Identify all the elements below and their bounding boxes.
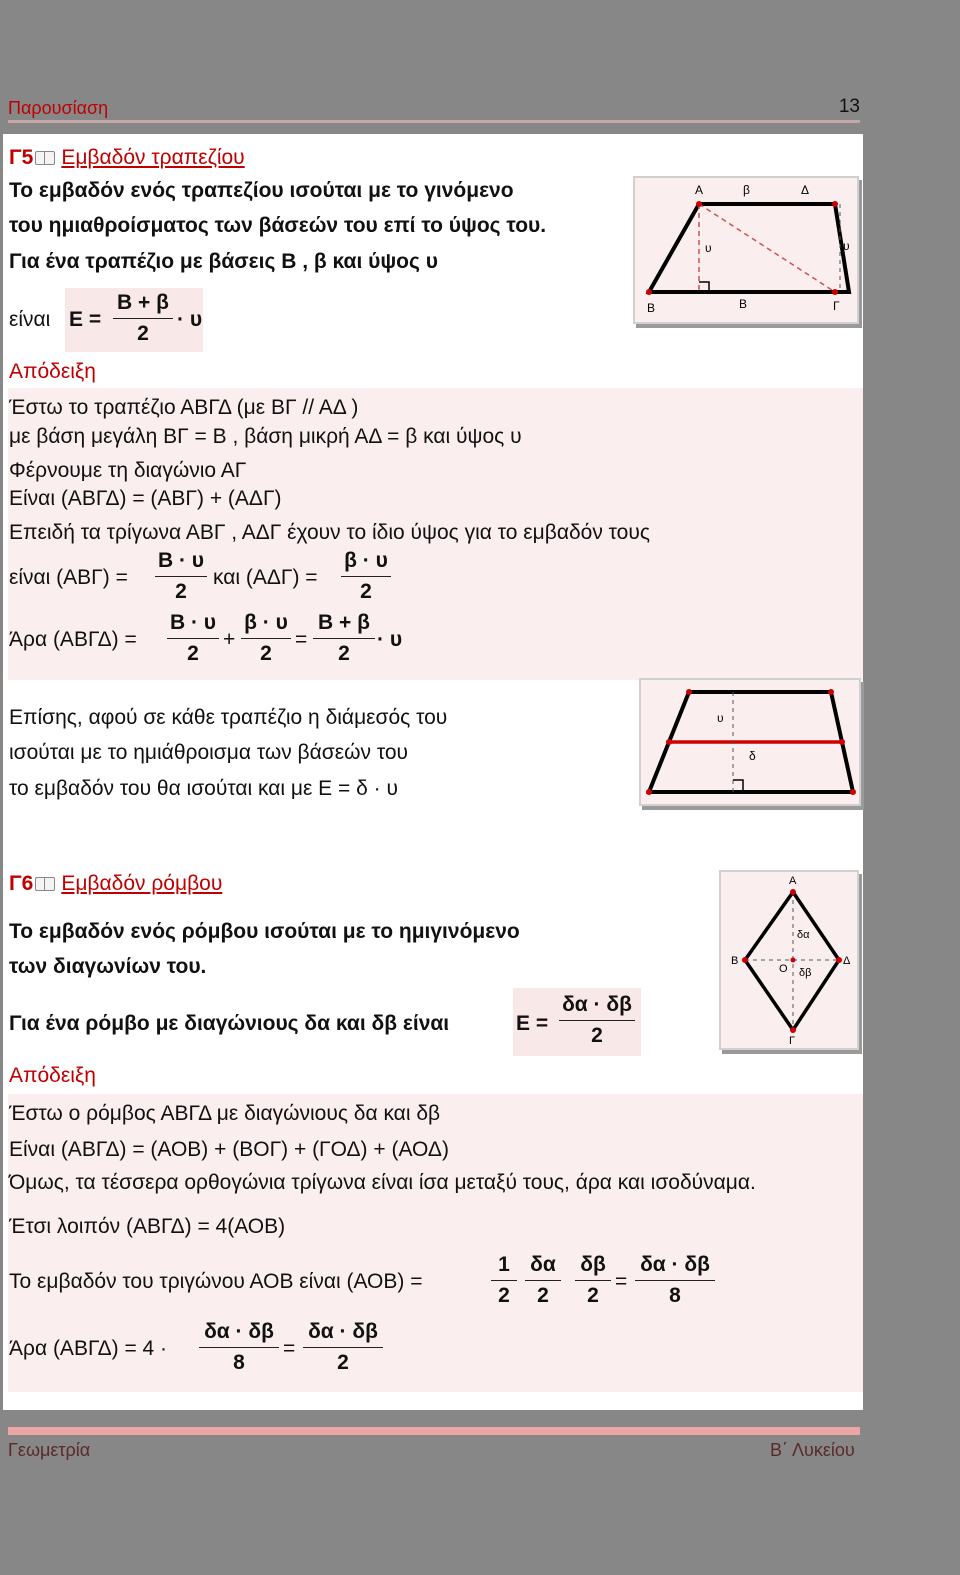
fraction-denominator: 2 xyxy=(587,1284,599,1307)
section-label: Παρουσίαση xyxy=(8,98,109,118)
fraction-denominator: 2 xyxy=(337,1351,349,1374)
g5-formula-fraction xyxy=(113,290,173,347)
fraction-denominator: 2 xyxy=(260,642,272,665)
g6-proof-label: Απόδειξη xyxy=(9,1064,96,1087)
g5-code: Γ5 xyxy=(9,146,34,169)
vertex-label: Β xyxy=(731,955,739,967)
fraction-numerator: δβ xyxy=(580,1253,606,1276)
vertex-label: Β xyxy=(647,301,656,315)
g6-statement-3: Για ένα ρόμβο με διαγώνιους δα και δβ είναι xyxy=(9,1012,450,1035)
footer-grade: Β΄ Λυκείου xyxy=(770,1440,855,1460)
fraction-numerator: δα · δβ xyxy=(562,993,632,1016)
fraction-denominator: 2 xyxy=(187,642,199,665)
median-diagram xyxy=(641,680,859,804)
footer-rule xyxy=(8,1427,860,1435)
g6-fraction-result xyxy=(303,1319,383,1376)
height-label: υ xyxy=(717,711,724,725)
g5-fraction-bu xyxy=(341,548,391,605)
g5-proof-line-6b: και (ΑΔΓ) = xyxy=(213,566,318,589)
fraction-numerator: δα · δβ xyxy=(204,1320,274,1343)
g6-fraction-half xyxy=(491,1252,517,1309)
vertex-label: Γ xyxy=(833,299,840,313)
fraction-denominator: 2 xyxy=(175,580,187,603)
trapezoid-diagram xyxy=(635,178,857,322)
g6-fraction-4eighth xyxy=(199,1319,279,1376)
fraction-numerator: Β + β xyxy=(318,611,370,634)
median-label: δ xyxy=(749,749,756,763)
g6-fraction-da-half xyxy=(525,1252,561,1309)
fraction-numerator: Β · υ xyxy=(157,549,205,572)
rhombus-figure xyxy=(719,870,859,1050)
vertex-label: Γ xyxy=(789,1035,796,1047)
fraction-denominator: 2 xyxy=(360,580,372,603)
g6-proof-line-2: Είναι (ΑΒΓΔ) = (ΑΟΒ) + (ΒΟΓ) + (ΓΟΔ) + (ΑΟΔ) xyxy=(9,1138,449,1161)
g6-proof-line-4: Έτσι λοιπόν (ΑΒΓΔ) = 4(ΑΟΒ) xyxy=(9,1215,286,1238)
fraction-denominator: 8 xyxy=(233,1351,245,1374)
fraction-numerator: β · υ xyxy=(344,549,388,572)
fraction-numerator: Β + β xyxy=(117,291,169,314)
fraction-numerator: δα · δβ xyxy=(308,1320,378,1343)
median-figure xyxy=(639,678,861,806)
g6-formula-fraction xyxy=(559,992,635,1049)
g6-title-link[interactable]: Εμβαδόν ρόμβου xyxy=(61,872,223,895)
vertex-label: Δ xyxy=(843,955,851,967)
g5-median-line-2: ισούται με το ημιάθροισμα των βάσεών του xyxy=(9,741,408,764)
g5-proof-line-7a: Άρα (ΑΒΓΔ) = xyxy=(9,628,137,651)
fraction-denominator: 2 xyxy=(498,1284,510,1307)
fraction-denominator: 2 xyxy=(338,642,350,665)
fraction-numerator: Β · υ xyxy=(169,611,217,634)
fraction-denominator: 8 xyxy=(669,1284,681,1307)
height-label: υ xyxy=(705,241,712,255)
equals-sign: = xyxy=(295,628,308,651)
page-number: 13 xyxy=(838,96,860,117)
g6-proof-line-5a: Το εμβαδόν του τριγώνου ΑΟΒ είναι (ΑΟΒ) = xyxy=(9,1270,423,1293)
g5-formula-tail: · υ xyxy=(177,308,203,331)
rhombus-diagram xyxy=(721,872,857,1048)
page-header xyxy=(8,96,860,122)
center-label: Ο xyxy=(779,963,788,975)
g5-fraction-sum-3 xyxy=(313,610,375,667)
equals-sign: = xyxy=(283,1337,296,1360)
fraction-denominator: 2 xyxy=(137,322,149,345)
g6-statement-2: των διαγωνίων του. xyxy=(9,955,207,978)
base-label: Β xyxy=(739,297,748,311)
footer-subject: Γεωμετρία xyxy=(8,1440,91,1460)
g5-formula-lhs: Ε = xyxy=(69,308,102,331)
base-label: β xyxy=(743,183,750,197)
g5-statement-1: Το εμβαδόν ενός τραπεζίου ισούται με το γινόμενο xyxy=(9,179,514,202)
book-icon[interactable] xyxy=(35,877,55,891)
plus-sign: + xyxy=(223,628,236,651)
g5-heading xyxy=(9,146,245,170)
header-rule xyxy=(8,120,860,123)
g6-heading xyxy=(9,872,222,896)
fraction-numerator: δα · δβ xyxy=(640,1253,710,1276)
g5-statement-2: του ημιαθροίσματος των βάσεών του επί το ύψος του. xyxy=(9,214,547,237)
vertex-label: Δ xyxy=(801,183,810,197)
fraction-denominator: 2 xyxy=(591,1024,603,1047)
g5-title-link[interactable]: Εμβαδόν τραπεζίου xyxy=(61,146,245,169)
g6-fraction-db-half xyxy=(575,1252,611,1309)
vertex-label: Α xyxy=(789,875,797,887)
fraction-denominator: 2 xyxy=(537,1284,549,1307)
trapezoid-figure xyxy=(633,176,859,324)
diagonal-label: δβ xyxy=(799,967,812,979)
fraction-numerator: 1 xyxy=(498,1253,510,1276)
g6-statement-1: Το εμβαδόν ενός ρόμβου ισούται με το ημιγινόμενο xyxy=(9,920,520,943)
g5-median-line-1: Επίσης, αφού σε κάθε τραπέζιο η διάμεσός του xyxy=(9,706,448,729)
g5-proof-line-3: Φέρνουμε τη διαγώνιο ΑΓ xyxy=(9,459,247,482)
g5-proof-line-7-tail: · υ xyxy=(377,628,403,651)
diagonal-label: δα xyxy=(797,929,810,941)
g6-code: Γ6 xyxy=(9,872,34,895)
g5-proof-line-6a: είναι (ΑΒΓ) = xyxy=(9,566,128,589)
g5-fraction-sum-2 xyxy=(241,610,291,667)
g5-fraction-Bu xyxy=(155,548,207,605)
g5-statement-3: Για ένα τραπέζιο με βάσεις Β , β και ύψος υ xyxy=(9,250,438,273)
equals-sign: = xyxy=(615,1270,628,1293)
g5-proof-line-2: με βάση μεγάλη ΒΓ = Β , βάση μικρή ΑΔ = β και ύψος υ xyxy=(9,425,522,448)
g6-proof-line-6a: Άρα (ΑΒΓΔ) = 4 · xyxy=(9,1337,168,1360)
vertex-label: Α xyxy=(695,183,704,197)
g6-proof-line-3: Όμως, τα τέσσερα ορθογώνια τρίγωνα είναι ίσα μεταξύ τους, άρα και ισοδύναμα. xyxy=(9,1171,756,1194)
fraction-numerator: δα xyxy=(530,1253,556,1276)
book-icon[interactable] xyxy=(35,151,55,165)
height-label: υ xyxy=(843,239,850,253)
g5-median-line-3: το εμβαδόν του θα ισούται και με Ε = δ · υ xyxy=(9,777,398,800)
g6-formula-lhs: Ε = xyxy=(516,1012,549,1035)
g6-fraction-eighth xyxy=(635,1252,715,1309)
fraction-numerator: β · υ xyxy=(244,611,288,634)
g5-proof-label: Απόδειξη xyxy=(9,360,96,383)
g6-proof-line-1: Έστω ο ρόμβος ΑΒΓΔ με διαγώνιους δα και δβ xyxy=(9,1102,441,1125)
g5-proof-line-4: Είναι (ΑΒΓΔ) = (ΑΒΓ) + (ΑΔΓ) xyxy=(9,487,282,510)
g5-formula-prefix: είναι xyxy=(9,308,51,331)
content-page xyxy=(3,134,863,1410)
g5-proof-line-1: Έστω το τραπέζιο ΑΒΓΔ (με ΒΓ // ΑΔ ) xyxy=(9,396,359,419)
g5-fraction-sum-1 xyxy=(167,610,219,667)
g5-proof-line-5: Επειδή τα τρίγωνα ΑΒΓ , ΑΔΓ έχουν το ίδιο ύψος για το εμβαδόν τους xyxy=(9,521,650,544)
